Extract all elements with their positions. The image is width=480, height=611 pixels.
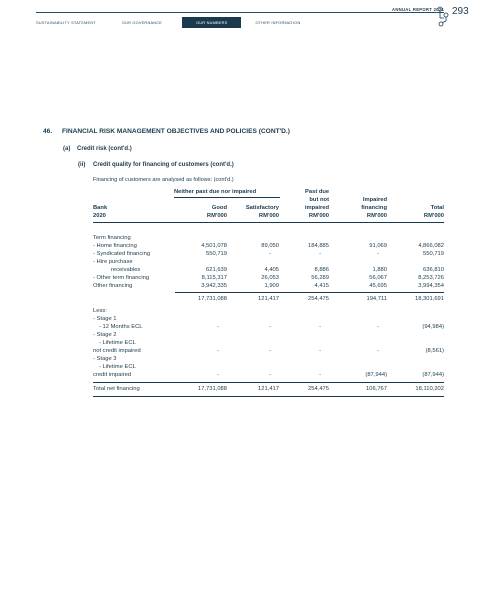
intro-text: Financing of customers are analysed as follows: (cont'd.) xyxy=(93,177,234,183)
cell-impaired: - xyxy=(377,348,379,354)
col1-header-line2: RM'000 xyxy=(206,213,227,219)
subsection-a-title: Credit risk (cont'd.) xyxy=(77,146,132,152)
cell-impaired: 45,695 xyxy=(369,283,387,289)
subsection-ii-label: (ii) xyxy=(78,162,86,168)
cell-satisfactory: 4,405 xyxy=(264,267,279,273)
total-bottom-rule xyxy=(93,396,444,397)
col2-header-line1: Satisfactory xyxy=(245,205,279,211)
cell-past-due: - xyxy=(319,372,321,378)
header-bottom-rule xyxy=(93,222,444,223)
header-rule xyxy=(36,12,444,13)
col4-header-line3: RM'000 xyxy=(366,213,387,219)
cell-good: - xyxy=(217,324,219,330)
cell-satisfactory: - xyxy=(269,324,271,330)
cell-good: - xyxy=(217,372,219,378)
col4-header-line2: financing xyxy=(361,205,387,211)
cell-total: 4,866,082 xyxy=(418,243,444,249)
total-good: 17,731,088 xyxy=(197,386,227,392)
stage2-sub2: not credit impaired xyxy=(93,348,141,354)
section-number: 46. xyxy=(43,128,53,135)
total-top-rule xyxy=(93,382,444,383)
subsection-a-label: (a) xyxy=(63,146,71,152)
term-financing-label: Term financing xyxy=(93,235,131,241)
subtotal-past-due: 254,475 xyxy=(308,296,329,302)
col1-header-line1: Good xyxy=(211,205,227,211)
cell-satisfactory: - xyxy=(269,372,271,378)
section-heading xyxy=(43,128,290,135)
less-label: Less: xyxy=(93,308,107,314)
cell-past-due: - xyxy=(319,324,321,330)
year-label: 2020 xyxy=(93,213,106,219)
subsection-ii-title: Credit quality for financing of customers (cont'd.) xyxy=(93,162,234,168)
col5-header-line2: RM'000 xyxy=(423,213,444,219)
cell-satisfactory: 1,909 xyxy=(264,283,279,289)
stage2-sub1: - Lifetime ECL xyxy=(99,340,136,346)
cell-past-due: 184,885 xyxy=(308,243,329,249)
cell-good: 8,115,317 xyxy=(201,275,227,281)
stage1-label: - Stage 1 xyxy=(93,316,117,322)
cell-past-due: 8,886 xyxy=(314,267,329,273)
nav-sustainability-statement[interactable]: SUSTAINABILITY STATEMENT xyxy=(36,19,96,25)
row-label: Other financing xyxy=(93,283,133,289)
cell-good: 3,942,335 xyxy=(201,283,227,289)
cell-impaired: 1,880 xyxy=(372,267,387,273)
stage3-sub1: - Lifetime ECL xyxy=(99,364,136,370)
col3-header-line3: impaired xyxy=(304,205,329,211)
cell-impaired: - xyxy=(377,324,379,330)
cell-satisfactory: 89,050 xyxy=(261,243,279,249)
cell-past-due: - xyxy=(319,348,321,354)
stage3-label: - Stage 3 xyxy=(93,356,117,362)
row-label: - Syndicated financing xyxy=(93,251,151,257)
subtotal-satisfactory: 121,417 xyxy=(258,296,279,302)
subtotal-total: 18,301,691 xyxy=(414,296,444,302)
group-header-rule xyxy=(174,197,280,198)
subtotal-top-rule xyxy=(175,292,444,293)
cell-satisfactory: 26,053 xyxy=(261,275,279,281)
cell-satisfactory: - xyxy=(269,348,271,354)
cell-total: 3,994,354 xyxy=(418,283,444,289)
cell-good: - xyxy=(217,348,219,354)
cell-impaired: 56,067 xyxy=(369,275,387,281)
nav-our-numbers[interactable]: OUR NUMBERS xyxy=(182,17,241,28)
stage2-label: - Stage 2 xyxy=(93,332,117,338)
group-header: Neither past due nor impaired xyxy=(174,189,257,195)
nav-other-information[interactable]: OTHER INFORMATION xyxy=(255,19,301,25)
circuit-decoration-icon xyxy=(437,6,449,28)
subtotal-good: 17,731,088 xyxy=(197,296,227,302)
col4-header-line1: Impaired xyxy=(362,197,387,203)
col3-header-line4: RM'000 xyxy=(308,213,329,219)
cell-impaired: (87,944) xyxy=(365,372,387,378)
cell-past-due: - xyxy=(319,251,321,257)
total-label: Total net financing xyxy=(93,386,140,392)
subsection-a-heading xyxy=(63,146,132,152)
nav-our-governance[interactable]: OUR GOVERNANCE xyxy=(121,19,163,25)
cell-impaired: - xyxy=(377,251,379,257)
cell-past-due: 4,415 xyxy=(314,283,329,289)
cell-good: 550,719 xyxy=(206,251,227,257)
cell-good: 4,501,078 xyxy=(201,243,227,249)
total-impaired: 106,767 xyxy=(366,386,387,392)
cell-total: (94,984) xyxy=(422,324,444,330)
subtotal-impaired: 194,711 xyxy=(366,296,387,302)
row-label: - Hire purchase xyxy=(93,259,133,265)
row-label: - Other term financing xyxy=(93,275,150,281)
entity-label: Bank xyxy=(93,205,108,211)
total-satisfactory: 121,417 xyxy=(258,386,279,392)
section-title: FINANCIAL RISK MANAGEMENT OBJECTIVES AND POLICIES (CONT'D.) xyxy=(62,128,290,135)
col3-header-line1: Past due xyxy=(305,189,330,195)
cell-good: 621,639 xyxy=(206,267,227,273)
cell-satisfactory: - xyxy=(269,251,271,257)
cell-past-due: 56,289 xyxy=(311,275,329,281)
cell-total: 8,253,726 xyxy=(418,275,444,281)
row-label: - Home financing xyxy=(93,243,137,249)
cell-impaired: 91,069 xyxy=(369,243,387,249)
col5-header-line1: Total xyxy=(430,205,444,211)
cell-total: 636,810 xyxy=(423,267,444,273)
report-title: ANNUAL REPORT 2021 xyxy=(392,7,445,12)
row-label: receivables xyxy=(111,267,141,273)
top-nav xyxy=(36,17,327,27)
cell-total: (87,944) xyxy=(422,372,444,378)
page-number: 293 xyxy=(452,6,469,17)
subsection-ii-heading xyxy=(78,162,234,168)
stage3-sub2: credit impaired xyxy=(93,372,132,378)
stage1-sub: - 12 Months ECL xyxy=(99,324,143,330)
col3-header-line2: but not xyxy=(309,197,329,203)
col2-header-line2: RM'000 xyxy=(258,213,279,219)
cell-total: (8,561) xyxy=(425,348,444,354)
total-past-due: 254,475 xyxy=(308,386,329,392)
cell-total: 550,719 xyxy=(423,251,444,257)
total-total: 18,110,202 xyxy=(415,386,444,392)
